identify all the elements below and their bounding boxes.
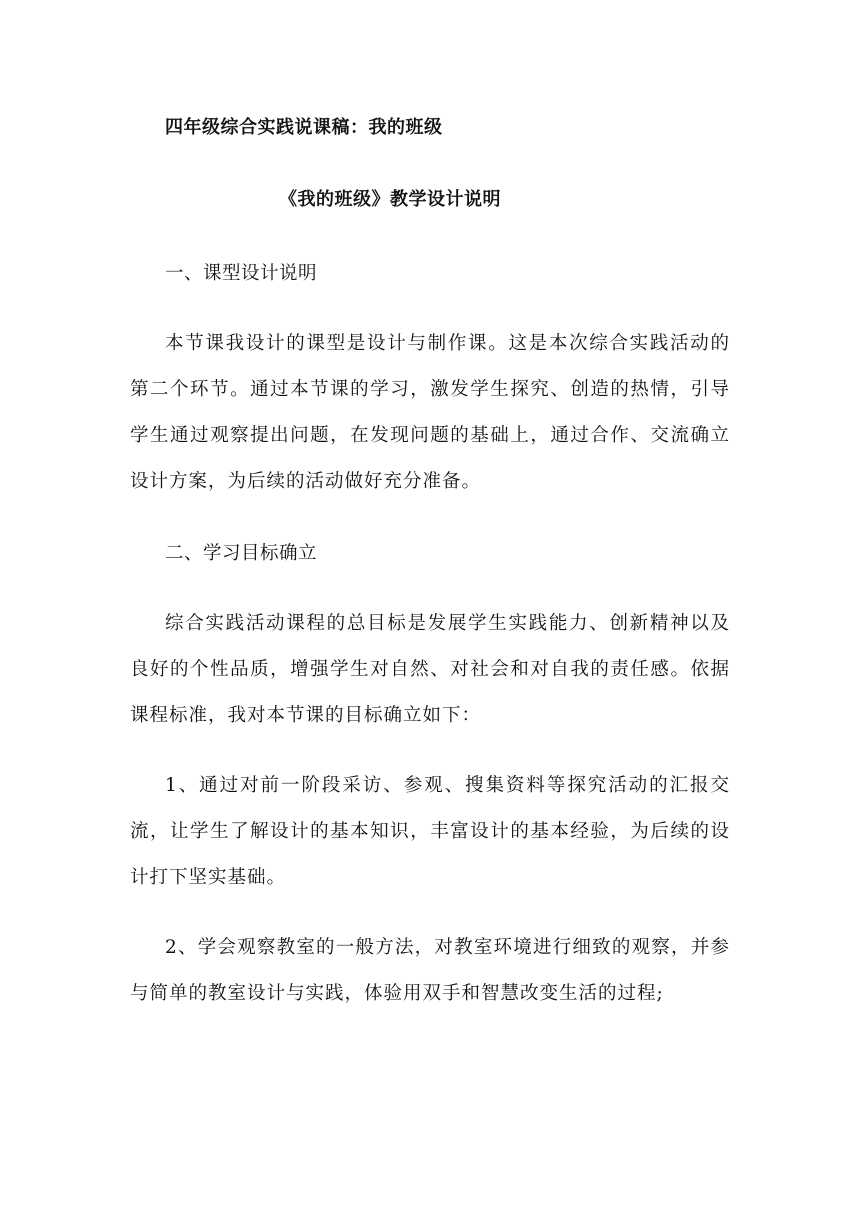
goal-item-2: 2、学会观察教室的一般方法，对教室环境进行细致的观察，并参与简单的教室设计与实践，体验用双手和智慧改变生活的过程; bbox=[130, 937, 730, 1004]
goal-item-1: 1、通过对前一阶段采访、参观、搜集资料等探究活动的汇报交流，让学生了解设计的基本知识，丰富设计的基本经验，为后续的设计打下坚实基础。 bbox=[130, 775, 730, 888]
paragraph-learning-goals-intro: 综合实践活动课程的总目标是发展学生实践能力、创新精神以及良好的个性品质，增强学生对自然、对社会和对自我的责任感。依据课程标准，我对本节课的目标确立如下： bbox=[130, 613, 730, 726]
section-heading-learning-goals: 二、学习目标确立 bbox=[165, 543, 318, 564]
document-title: 四年级综合实践说课稿：我的班级 bbox=[165, 117, 443, 138]
section-heading-course-type: 一、课型设计说明 bbox=[165, 263, 318, 284]
document-subtitle: 《我的班级》教学设计说明 bbox=[279, 189, 501, 210]
paragraph-course-type: 本节课我设计的课型是设计与制作课。这是本次综合实践活动的第二个环节。通过本节课的学习，激发学生探究、创造的热情，引导学生通过观察提出问题，在发现问题的基础上，通过合作、交流确立设计方案，为后续的活动做好充分准备。 bbox=[130, 333, 730, 492]
